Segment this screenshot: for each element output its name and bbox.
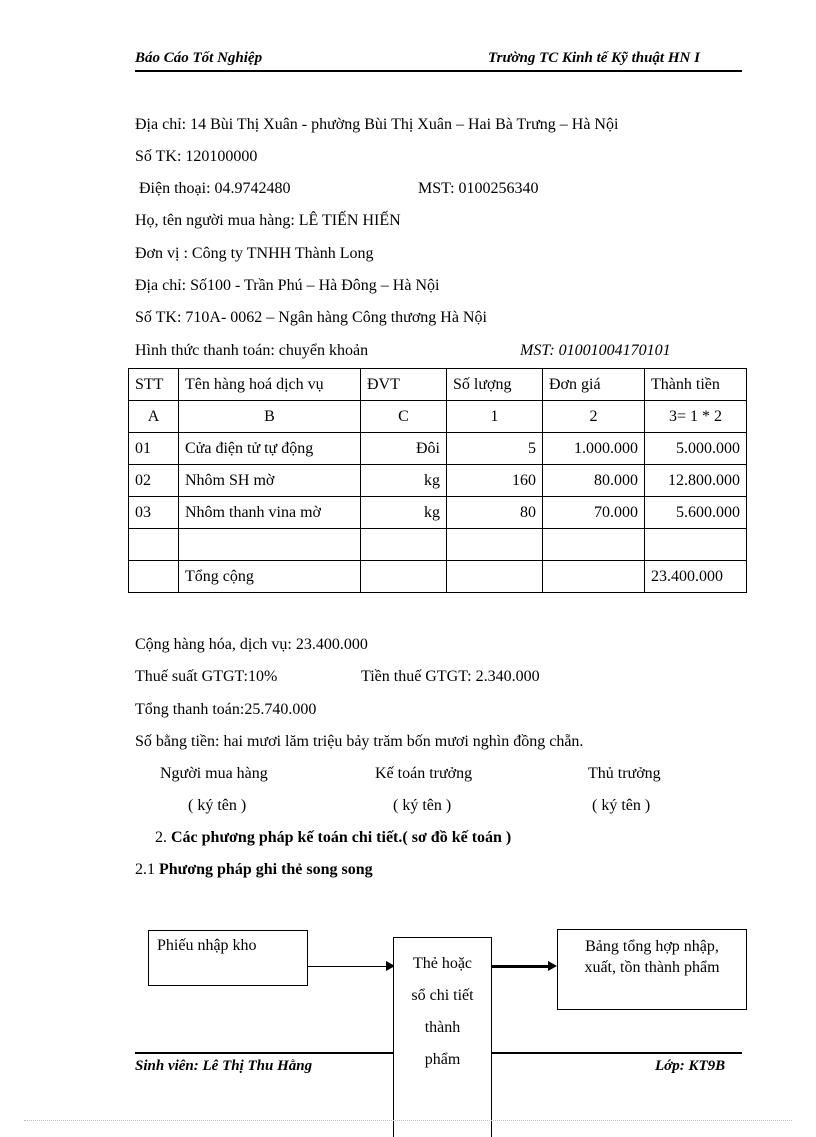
detail-card-line: sổ chi tiết [411,987,474,1004]
amount-in-words: Số bằng tiền: hai mươi lăm triệu bảy trăm bốn mươi nghìn đồng chẵn. [135,733,584,750]
empty-cell [129,561,179,593]
page-edge-divider [24,1120,792,1121]
buyer-unit: Đơn vị : Công ty TNHH Thành Long [135,245,374,262]
table-row [129,497,747,529]
goods-total: Cộng hàng hóa, dịch vụ: 23.400.000 [135,636,368,653]
receipt-slip-box [148,930,308,986]
total-label: Tổng cộng [179,561,361,593]
sign-note-accountant: ( ký tên ) [393,797,452,814]
empty-cell [361,529,447,561]
row-item: Nhôm SH mờ [179,465,361,497]
summary-table-line: xuất, tồn thành phẩm [584,959,720,976]
code-cell: B [179,401,361,433]
header-cell: Tên hàng hoá dịch vụ [179,369,361,401]
empty-cell [361,561,447,593]
detail-card-box [393,937,492,1137]
signature-director: Thủ trưởng [588,765,661,782]
grand-total: Tổng thanh toán:25.740.000 [135,701,317,718]
section-2-heading [155,829,511,847]
summary-table-box [557,929,747,1010]
section-2-1-heading [135,861,373,879]
code-cell: C [361,401,447,433]
summary-table-line: Bảng tổng hợp nhập, [585,938,719,955]
detail-card-line: phẩm [424,1051,461,1068]
receipt-slip-label: Phiếu nhập kho [157,937,257,954]
row-price: 80.000 [543,465,645,497]
footer-class: Lớp: KT9B [655,1058,726,1074]
buyer-name: Họ, tên người mua hàng: LÊ TIẾN HIẾN [135,212,401,229]
footer-student: Sinh viên: Lê Thị Thu Hằng [135,1058,313,1074]
arrow-card-to-summary [492,965,548,968]
signature-buyer: Người mua hàng [160,765,268,782]
sign-note-buyer: ( ký tên ) [188,797,247,814]
empty-cell [447,529,543,561]
row-unit: kg [361,465,447,497]
table-empty-row [129,529,747,561]
code-cell: A [129,401,179,433]
header-cell: Đơn giá [543,369,645,401]
row-item: Cửa điện tử tự động [179,433,361,465]
section-2-1-title: Phương pháp ghi thẻ song song [159,861,373,878]
footer-rule-right [491,1052,742,1054]
row-amount: 5.600.000 [645,497,747,529]
row-qty: 160 [447,465,543,497]
section-2-1-number: 2.1 [135,861,159,878]
row-item: Nhôm thanh vina mờ [179,497,361,529]
payment-method: Hình thức thanh toán: chuyển khoản [135,342,369,359]
table-row [129,465,747,497]
table-code-row [129,401,747,433]
row-price: 70.000 [543,497,645,529]
vat-amount: Tiền thuế GTGT: 2.340.000 [361,668,540,685]
empty-cell [543,561,645,593]
section-2-title: Các phương pháp kế toán chi tiết.( sơ đồ kế toán ) [171,829,512,846]
code-cell: 1 [447,401,543,433]
header-right: Trường TC Kinh tế Kỹ thuật HN I [488,50,700,66]
seller-phone: Điện thoại: 04.9742480 [139,180,291,197]
empty-cell [645,529,747,561]
detail-card-line: thành [424,1019,461,1036]
header-left: Báo Cáo Tốt Nghiệp [135,50,263,66]
header-cell: ĐVT [361,369,447,401]
table-total-row [129,561,747,593]
signature-accountant: Kế toán trưởng [375,765,473,782]
row-amount: 12.800.000 [645,465,747,497]
section-2-number: 2. [155,829,171,846]
empty-cell [179,529,361,561]
seller-tax-code: MST: 0100256340 [418,180,539,197]
empty-cell [129,529,179,561]
header-rule [135,70,742,72]
header-cell: Số lượng [447,369,543,401]
footer-rule-left [135,1052,393,1054]
row-price: 1.000.000 [543,433,645,465]
row-qty: 80 [447,497,543,529]
table-header-row [129,369,747,401]
seller-account: Số TK: 120100000 [135,148,258,165]
arrow-receipt-to-card [308,966,386,967]
buyer-address: Địa chỉ: Số100 - Trần Phú – Hà Đông – Hà Nội [135,277,440,294]
row-unit: Đôi [361,433,447,465]
header-cell: STT [129,369,179,401]
arrow-head-icon [548,961,557,971]
empty-cell [543,529,645,561]
row-stt: 02 [129,465,179,497]
seller-address: Địa chỉ: 14 Bùi Thị Xuân - phường Bùi Thị Xuân – Hai Bà Trưng – Hà Nội [135,116,619,133]
empty-cell [447,561,543,593]
invoice-table [128,368,747,593]
code-cell: 2 [543,401,645,433]
row-qty: 5 [447,433,543,465]
detail-card-line: Thẻ hoặc [412,955,473,972]
header-cell: Thành tiền [645,369,747,401]
code-cell: 3= 1 * 2 [645,401,747,433]
buyer-tax-code: MST: 0100100417010​1 [520,342,671,359]
vat-rate: Thuế suất GTGT:10% [135,668,278,685]
row-unit: kg [361,497,447,529]
row-amount: 5.000.000 [645,433,747,465]
buyer-account: Số TK: 710A- 0062 – Ngân hàng Công thương Hà Nội [135,309,487,326]
sign-note-director: ( ký tên ) [592,797,651,814]
table-row [129,433,747,465]
total-value: 23.400.000 [645,561,747,593]
row-stt: 03 [129,497,179,529]
row-stt: 01 [129,433,179,465]
